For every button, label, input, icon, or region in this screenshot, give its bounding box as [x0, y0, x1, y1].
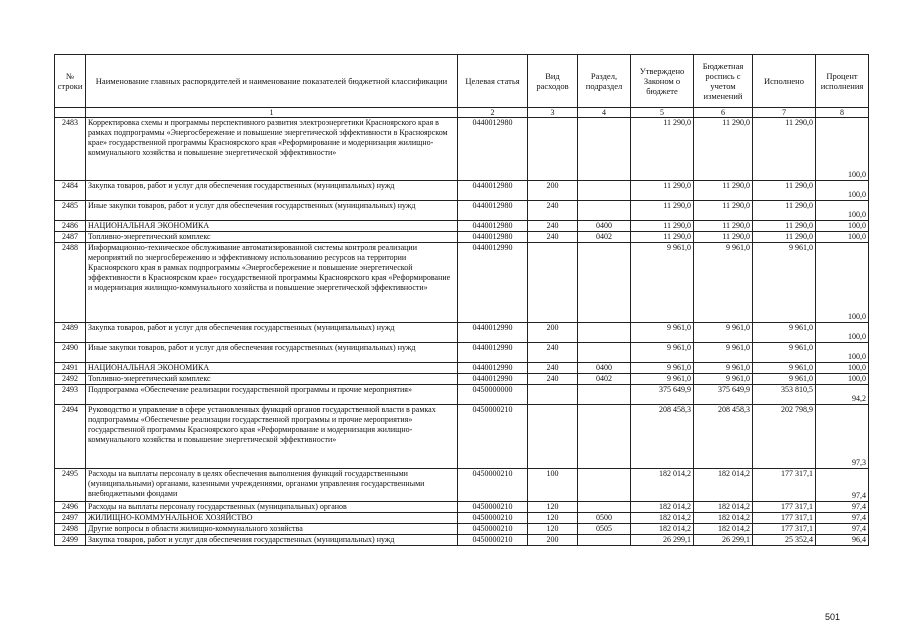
header-target-article: Целевая статья: [458, 55, 528, 108]
budget-amount-cell: 11 290,0: [694, 181, 753, 201]
budget-amount-cell: 11 290,0: [694, 118, 753, 181]
section-cell: [578, 243, 631, 323]
header-name: Наименование главных распорядителей и наименование показателей бюджетной классификации: [86, 55, 458, 108]
expense-type-cell: 240: [528, 201, 578, 221]
executed-amount-cell: 25 352,4: [753, 535, 816, 546]
expense-type-cell: 120: [528, 513, 578, 524]
row-number-cell: 2491: [55, 363, 86, 374]
percent-cell: 97,4: [816, 524, 869, 535]
executed-amount-cell: 11 290,0: [753, 221, 816, 232]
target-article-cell: 0440012980: [458, 221, 528, 232]
row-number-cell: 2486: [55, 221, 86, 232]
expense-type-cell: 240: [528, 363, 578, 374]
percent-cell: 100,0: [816, 243, 869, 323]
budget-amount-cell: 182 014,2: [694, 502, 753, 513]
row-number-cell: 2489: [55, 323, 86, 343]
approved-amount-cell: 9 961,0: [631, 374, 694, 385]
header-budget-schedule: Бюджетная роспись с учетом изменений: [694, 55, 753, 108]
budget-execution-table: [54, 54, 869, 546]
budget-amount-cell: 11 290,0: [694, 221, 753, 232]
table-row: [55, 201, 869, 221]
expense-type-cell: 240: [528, 374, 578, 385]
table-row: [55, 513, 869, 524]
row-number-cell: 2496: [55, 502, 86, 513]
table-row: [55, 405, 869, 469]
target-article-cell: 0450000210: [458, 513, 528, 524]
percent-cell: 97,3: [816, 405, 869, 469]
target-article-cell: 0450000210: [458, 405, 528, 469]
row-number-cell: 2485: [55, 201, 86, 221]
budget-amount-cell: 26 299,1: [694, 535, 753, 546]
section-cell: [578, 469, 631, 502]
executed-amount-cell: 9 961,0: [753, 243, 816, 323]
approved-amount-cell: 208 458,3: [631, 405, 694, 469]
target-article-cell: 0440012980: [458, 118, 528, 181]
expense-type-cell: [528, 118, 578, 181]
row-number-cell: 2493: [55, 385, 86, 405]
approved-amount-cell: 182 014,2: [631, 524, 694, 535]
target-article-cell: 0440012980: [458, 181, 528, 201]
column-number: 4: [578, 108, 631, 118]
expense-type-cell: 200: [528, 181, 578, 201]
executed-amount-cell: 11 290,0: [753, 201, 816, 221]
header-row: [55, 55, 869, 108]
column-number-row: [55, 108, 869, 118]
budget-amount-cell: 9 961,0: [694, 363, 753, 374]
percent-cell: 94,2: [816, 385, 869, 405]
target-article-cell: 0440012990: [458, 243, 528, 323]
table-row: [55, 363, 869, 374]
expense-type-cell: 200: [528, 535, 578, 546]
expense-type-cell: 200: [528, 323, 578, 343]
executed-amount-cell: 9 961,0: [753, 323, 816, 343]
approved-amount-cell: 9 961,0: [631, 243, 694, 323]
section-cell: 0402: [578, 232, 631, 243]
section-cell: 0402: [578, 374, 631, 385]
column-number: 5: [631, 108, 694, 118]
executed-amount-cell: 11 290,0: [753, 232, 816, 243]
row-number-cell: 2495: [55, 469, 86, 502]
executed-amount-cell: 11 290,0: [753, 118, 816, 181]
executed-amount-cell: 177 317,1: [753, 513, 816, 524]
target-article-cell: 0450000000: [458, 385, 528, 405]
row-number-cell: 2483: [55, 118, 86, 181]
table-row: [55, 118, 869, 181]
row-number-cell: 2492: [55, 374, 86, 385]
row-number-cell: 2498: [55, 524, 86, 535]
approved-amount-cell: 9 961,0: [631, 343, 694, 363]
page-number: 501: [825, 612, 841, 622]
row-name-cell: Топливно-энергетический комплекс: [86, 374, 458, 385]
section-cell: [578, 502, 631, 513]
target-article-cell: 0440012980: [458, 232, 528, 243]
column-number: 6: [694, 108, 753, 118]
target-article-cell: 0450000210: [458, 469, 528, 502]
percent-cell: 97,4: [816, 502, 869, 513]
row-name-cell: Расходы на выплаты персоналу государственных (муниципальных) органов: [86, 502, 458, 513]
percent-cell: 100,0: [816, 221, 869, 232]
approved-amount-cell: 11 290,0: [631, 221, 694, 232]
table-row: [55, 323, 869, 343]
section-cell: 0500: [578, 513, 631, 524]
section-cell: [578, 343, 631, 363]
row-name-cell: Закупка товаров, работ и услуг для обеспечения государственных (муниципальных) нужд: [86, 323, 458, 343]
executed-amount-cell: 11 290,0: [753, 181, 816, 201]
expense-type-cell: 100: [528, 469, 578, 502]
section-cell: [578, 405, 631, 469]
header-section: Раздел, подраздел: [578, 55, 631, 108]
budget-amount-cell: 182 014,2: [694, 524, 753, 535]
expense-type-cell: 120: [528, 502, 578, 513]
column-number: 3: [528, 108, 578, 118]
approved-amount-cell: 182 014,2: [631, 513, 694, 524]
section-cell: [578, 201, 631, 221]
percent-cell: 100,0: [816, 374, 869, 385]
table-row: [55, 243, 869, 323]
section-cell: [578, 323, 631, 343]
row-name-cell: НАЦИОНАЛЬНАЯ ЭКОНОМИКА: [86, 363, 458, 374]
executed-amount-cell: 177 317,1: [753, 502, 816, 513]
table-row: [55, 524, 869, 535]
target-article-cell: 0440012990: [458, 363, 528, 374]
row-number-cell: 2490: [55, 343, 86, 363]
row-number-cell: 2484: [55, 181, 86, 201]
approved-amount-cell: 182 014,2: [631, 469, 694, 502]
row-name-cell: НАЦИОНАЛЬНАЯ ЭКОНОМИКА: [86, 221, 458, 232]
table-row: [55, 221, 869, 232]
target-article-cell: 0440012990: [458, 374, 528, 385]
header-row-number: № строки: [55, 55, 86, 108]
row-number-cell: 2488: [55, 243, 86, 323]
budget-amount-cell: 9 961,0: [694, 374, 753, 385]
executed-amount-cell: 9 961,0: [753, 363, 816, 374]
percent-cell: 100,0: [816, 118, 869, 181]
target-article-cell: 0450000210: [458, 535, 528, 546]
row-name-cell: ЖИЛИЩНО-КОММУНАЛЬНОЕ ХОЗЯЙСТВО: [86, 513, 458, 524]
row-name-cell: Другие вопросы в области жилищно-коммунального хозяйства: [86, 524, 458, 535]
expense-type-cell: 240: [528, 232, 578, 243]
row-number-cell: 2494: [55, 405, 86, 469]
table-row: [55, 469, 869, 502]
section-cell: 0400: [578, 363, 631, 374]
table-row: [55, 181, 869, 201]
percent-cell: 97,4: [816, 513, 869, 524]
approved-amount-cell: 11 290,0: [631, 201, 694, 221]
executed-amount-cell: 202 798,9: [753, 405, 816, 469]
percent-cell: 100,0: [816, 323, 869, 343]
percent-cell: 100,0: [816, 201, 869, 221]
row-name-cell: Подпрограмма «Обеспечение реализации государственной программы и прочие мероприятия»: [86, 385, 458, 405]
section-cell: [578, 181, 631, 201]
column-number: [55, 108, 86, 118]
table-row: [55, 385, 869, 405]
row-number-cell: 2497: [55, 513, 86, 524]
budget-amount-cell: 9 961,0: [694, 323, 753, 343]
row-number-cell: 2487: [55, 232, 86, 243]
row-name-cell: Информационно-техническое обслуживание автоматизированной системы контроля реализации мероприятий по энергосбережению и эффективному использованию ресурсов на территории Красноярского края в рамках подпрограммы «Энергосбережение и повышение энергетической эффективности в Красноярском крае» государственной программы Красноярского края «Реформирование и модернизация жилищно-коммунального хозяйства и повышение энергетической эффективности»: [86, 243, 458, 323]
approved-amount-cell: 11 290,0: [631, 181, 694, 201]
target-article-cell: 0440012990: [458, 343, 528, 363]
section-cell: 0400: [578, 221, 631, 232]
table-row: [55, 535, 869, 546]
table-row: [55, 502, 869, 513]
table-row: [55, 232, 869, 243]
header-percent: Процент исполнения: [816, 55, 869, 108]
executed-amount-cell: 9 961,0: [753, 374, 816, 385]
percent-cell: 100,0: [816, 343, 869, 363]
row-name-cell: Закупка товаров, работ и услуг для обеспечения государственных (муниципальных) нужд: [86, 181, 458, 201]
percent-cell: 100,0: [816, 232, 869, 243]
percent-cell: 97,4: [816, 469, 869, 502]
row-name-cell: Иные закупки товаров, работ и услуг для обеспечения государственных (муниципальных) нужд: [86, 201, 458, 221]
executed-amount-cell: 177 317,1: [753, 469, 816, 502]
header-expense-type: Вид расходов: [528, 55, 578, 108]
expense-type-cell: [528, 243, 578, 323]
budget-amount-cell: 9 961,0: [694, 343, 753, 363]
section-cell: [578, 385, 631, 405]
approved-amount-cell: 375 649,9: [631, 385, 694, 405]
row-name-cell: Иные закупки товаров, работ и услуг для обеспечения государственных (муниципальных) нужд: [86, 343, 458, 363]
header-approved: Утверждено Законом о бюджете: [631, 55, 694, 108]
row-name-cell: Расходы на выплаты персоналу в целях обеспечения выполнения функций государственными (муниципальными) органами, казенными учреждениями, органами управления государственными внебюджетными фондами: [86, 469, 458, 502]
column-number: 7: [753, 108, 816, 118]
table-row: [55, 343, 869, 363]
target-article-cell: 0450000210: [458, 524, 528, 535]
header-executed: Исполнено: [753, 55, 816, 108]
table-row: [55, 374, 869, 385]
approved-amount-cell: 9 961,0: [631, 363, 694, 374]
column-number: 1: [86, 108, 458, 118]
percent-cell: 100,0: [816, 363, 869, 374]
budget-amount-cell: 208 458,3: [694, 405, 753, 469]
section-cell: 0505: [578, 524, 631, 535]
percent-cell: 96,4: [816, 535, 869, 546]
approved-amount-cell: 26 299,1: [631, 535, 694, 546]
budget-amount-cell: 375 649,9: [694, 385, 753, 405]
row-name-cell: Корректировка схемы и программы перспективного развития электроэнергетики Красноярского края в рамках подпрограммы «Энергосбережение и повышение энергетической эффективности в Красноярском крае» государственной программы Красноярского края «Реформирование и модернизация жилищно-коммунального хозяйства и повышение энергетической эффективности»: [86, 118, 458, 181]
executed-amount-cell: 9 961,0: [753, 343, 816, 363]
target-article-cell: 0440012990: [458, 323, 528, 343]
row-number-cell: 2499: [55, 535, 86, 546]
row-name-cell: Руководство и управление в сфере установленных функций органов государственной власти в рамках подпрограммы «Обеспечение реализации государственной программы и прочие мероприятия» государственной программы Красноярского края «Реформирование и модернизация жилищно-коммунального хозяйства и повышение энергетической эффективности»: [86, 405, 458, 469]
column-number: 8: [816, 108, 869, 118]
row-name-cell: Топливно-энергетический комплекс: [86, 232, 458, 243]
approved-amount-cell: 11 290,0: [631, 118, 694, 181]
section-cell: [578, 535, 631, 546]
expense-type-cell: 240: [528, 221, 578, 232]
budget-amount-cell: 9 961,0: [694, 243, 753, 323]
expense-type-cell: [528, 385, 578, 405]
budget-amount-cell: 11 290,0: [694, 232, 753, 243]
expense-type-cell: [528, 405, 578, 469]
expense-type-cell: 120: [528, 524, 578, 535]
approved-amount-cell: 182 014,2: [631, 502, 694, 513]
approved-amount-cell: 11 290,0: [631, 232, 694, 243]
target-article-cell: 0440012980: [458, 201, 528, 221]
approved-amount-cell: 9 961,0: [631, 323, 694, 343]
budget-amount-cell: 11 290,0: [694, 201, 753, 221]
column-number: 2: [458, 108, 528, 118]
expense-type-cell: 240: [528, 343, 578, 363]
target-article-cell: 0450000210: [458, 502, 528, 513]
section-cell: [578, 118, 631, 181]
percent-cell: 100,0: [816, 181, 869, 201]
executed-amount-cell: 177 317,1: [753, 524, 816, 535]
budget-amount-cell: 182 014,2: [694, 513, 753, 524]
row-name-cell: Закупка товаров, работ и услуг для обеспечения государственных (муниципальных) нужд: [86, 535, 458, 546]
executed-amount-cell: 353 810,5: [753, 385, 816, 405]
budget-amount-cell: 182 014,2: [694, 469, 753, 502]
